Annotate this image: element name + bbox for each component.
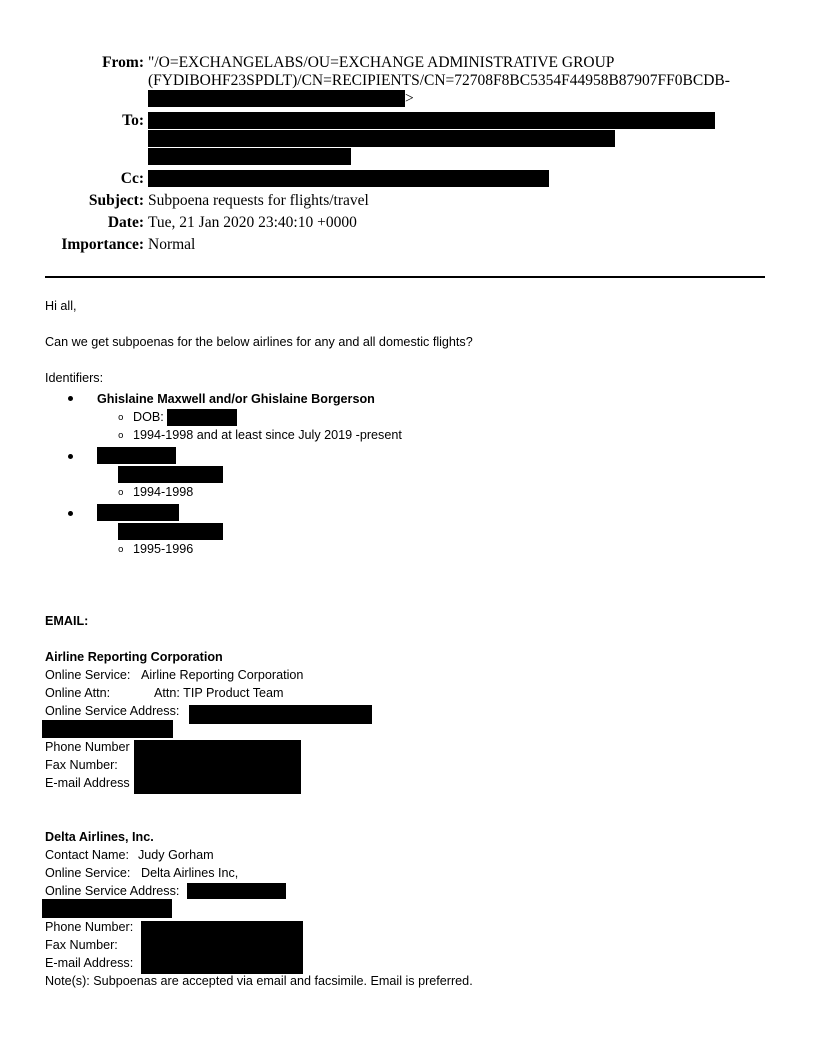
sub-bullet-icon: o	[118, 545, 124, 555]
redaction-block	[148, 130, 615, 147]
bullet-icon	[68, 511, 73, 516]
request-text: Can we get subpoenas for the below airlines for any and all domestic flights?	[45, 335, 473, 349]
identifier-name: Ghislaine Maxwell and/or Ghislaine Borgerson	[97, 392, 375, 406]
subject-label: Subject:	[88, 192, 144, 209]
identifier-date-range: 1994-1998	[133, 485, 194, 499]
redaction-block	[42, 899, 172, 918]
arc-online-service-value: Airline Reporting Corporation	[141, 668, 304, 682]
redaction-block	[187, 883, 286, 899]
arc-online-service-address-label: Online Service Address:	[45, 704, 180, 718]
identifier-date-range: 1994-1998 and at least since July 2019 -present	[133, 428, 402, 442]
from-value-tail: >	[405, 90, 414, 107]
redaction-block	[189, 705, 372, 724]
redaction-block	[148, 90, 405, 107]
arc-online-attn-value: Attn: TIP Product Team	[154, 686, 284, 700]
importance-label: Importance:	[61, 236, 144, 253]
delta-contact-name-value: Judy Gorham	[138, 848, 214, 862]
identifier-date-range: 1995-1996	[133, 542, 194, 556]
redaction-block	[148, 148, 351, 165]
header-divider	[45, 276, 765, 278]
delta-fax-label: Fax Number:	[45, 938, 118, 952]
redaction-block	[141, 921, 303, 974]
delta-phone-label: Phone Number:	[45, 920, 134, 934]
subject-value: Subpoena requests for flights/travel	[148, 192, 369, 209]
arc-fax-label: Fax Number:	[45, 758, 118, 772]
arc-online-attn-label: Online Attn:	[45, 686, 111, 700]
sub-bullet-icon: o	[118, 431, 124, 441]
greeting: Hi all,	[45, 299, 77, 313]
from-value-line1: "/O=EXCHANGELABS/OU=EXCHANGE ADMINISTRATIVE GROUP	[148, 54, 615, 71]
redaction-block	[97, 504, 179, 521]
arc-phone-label: Phone Number	[45, 740, 130, 754]
from-label: From:	[102, 54, 144, 71]
arc-online-service-label: Online Service:	[45, 668, 131, 682]
arc-email-label: E-mail Address	[45, 776, 130, 790]
delta-email-label: E-mail Address:	[45, 956, 134, 970]
redaction-block	[118, 466, 223, 483]
to-label: To:	[122, 112, 144, 129]
date-label: Date:	[107, 214, 144, 231]
redaction-block	[148, 170, 549, 187]
redaction-block	[148, 112, 715, 129]
from-value-line2: (FYDIBOHF23SPDLT)/CN=RECIPIENTS/CN=72708F8BC5354F44958B87907FF0BCDB-	[148, 72, 730, 89]
bullet-icon	[68, 454, 73, 459]
redaction-block	[167, 409, 237, 426]
redaction-block	[42, 720, 173, 738]
redaction-block	[118, 523, 223, 540]
identifier-dob-label: DOB:	[133, 410, 164, 424]
importance-value: Normal	[148, 236, 196, 253]
arc-title: Airline Reporting Corporation	[45, 650, 223, 664]
delta-contact-name-label: Contact Name:	[45, 848, 129, 862]
cc-label: Cc:	[120, 170, 144, 187]
date-value: Tue, 21 Jan 2020 23:40:10 +0000	[148, 214, 357, 231]
redaction-block	[97, 447, 176, 464]
delta-note: Note(s): Subpoenas are accepted via email and facsimile. Email is preferred.	[45, 974, 473, 988]
sub-bullet-icon: o	[118, 488, 124, 498]
delta-online-service-value: Delta Airlines Inc,	[141, 866, 239, 880]
bullet-icon	[68, 396, 73, 401]
email-heading: EMAIL:	[45, 614, 89, 628]
delta-online-service-label: Online Service:	[45, 866, 131, 880]
sub-bullet-icon: o	[118, 413, 124, 423]
identifiers-label: Identifiers:	[45, 371, 104, 385]
delta-online-service-address-label: Online Service Address:	[45, 884, 180, 898]
redaction-block	[134, 740, 301, 794]
delta-title: Delta Airlines, Inc.	[45, 830, 154, 844]
